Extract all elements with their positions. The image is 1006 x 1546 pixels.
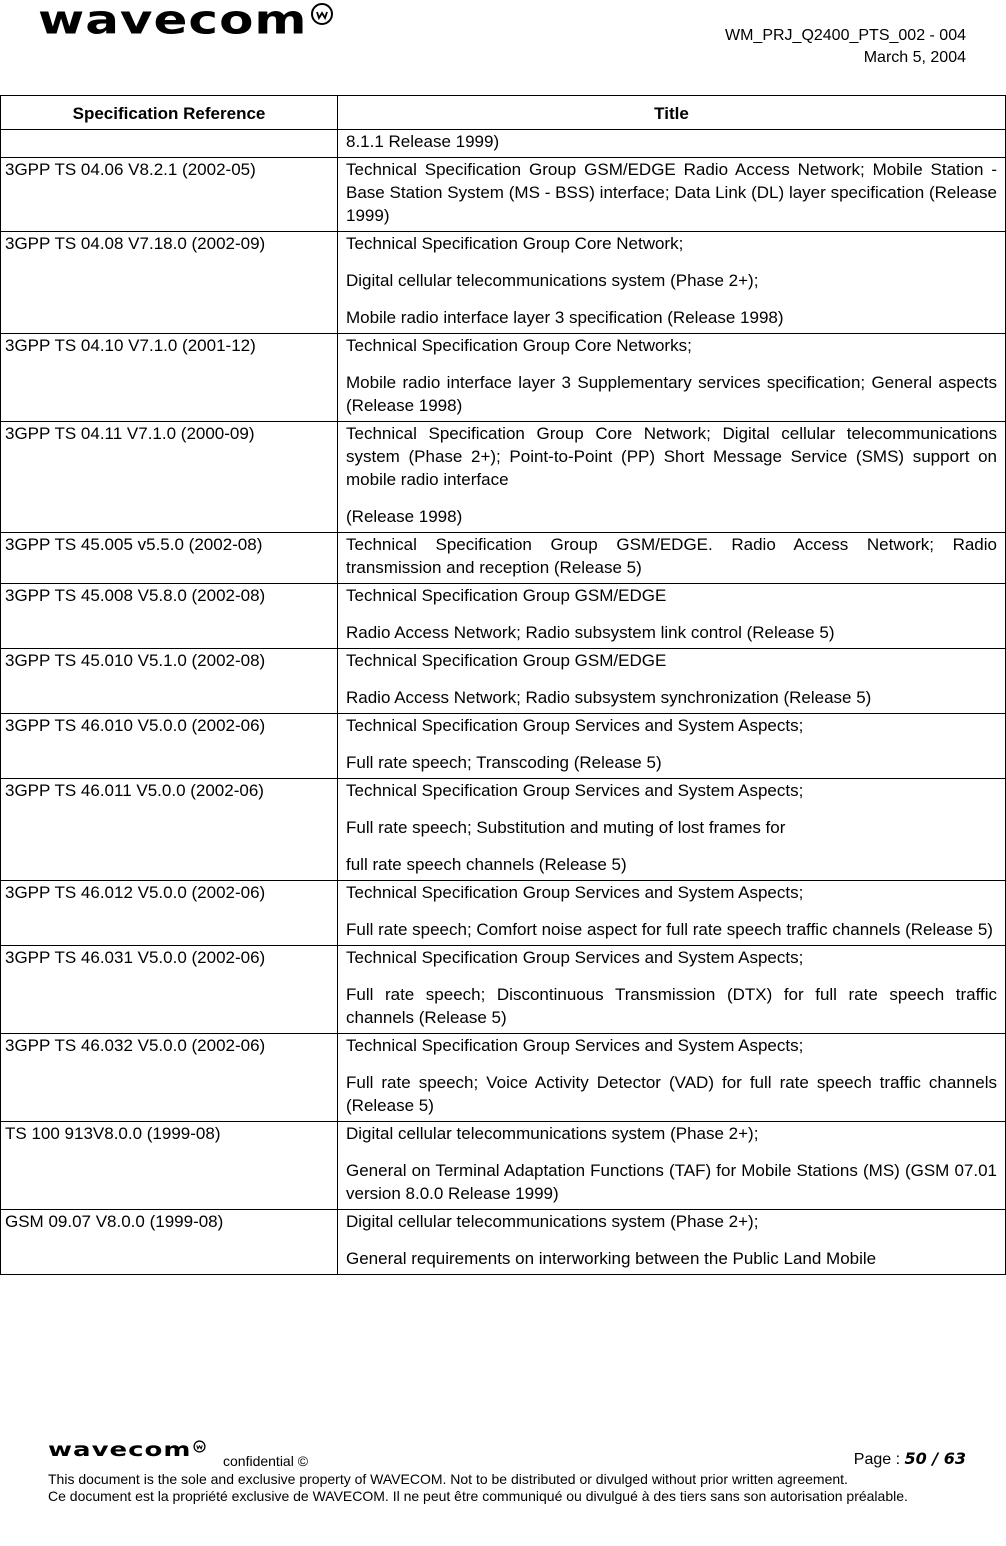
title-line: General requirements on interworking between the Public Land Mobile [346, 1249, 877, 1268]
spec-title [338, 714, 1006, 779]
title-line: Technical Specification Group GSM/EDGE [346, 586, 667, 605]
spec-title [338, 422, 1006, 533]
title-line: Digital cellular telecommunications system (Phase 2+); [346, 271, 759, 290]
title-line: Technical Specification Group Services and System Aspects; [346, 716, 804, 735]
title-line: Technical Specification Group Services and System Aspects; [346, 1036, 804, 1055]
table-row [1, 1122, 1006, 1210]
document-date: March 5, 2004 [863, 49, 966, 66]
table-row [1, 422, 1006, 533]
spec-title [338, 1210, 1006, 1275]
page-indicator [854, 1449, 966, 1469]
spec-reference: 3GPP TS 46.012 V5.0.0 (2002-06) [1, 881, 338, 946]
table-row [1, 1034, 1006, 1122]
wavecom-logo [38, 0, 334, 50]
title-line: Digital cellular telecommunications system (Phase 2+); [346, 1124, 759, 1143]
page-number: 50 / 63 [904, 1449, 966, 1468]
spec-reference: 3GPP TS 45.008 V5.8.0 (2002-08) [1, 584, 338, 649]
footer-logo-wordmark: wavecom [48, 1438, 192, 1461]
spec-reference [1, 130, 338, 158]
document-id: WM_PRJ_Q2400_PTS_002 - 004 [724, 27, 966, 44]
footer-wavecom-logo [48, 1440, 206, 1466]
spec-reference: GSM 09.07 V8.0.0 (1999-08) [1, 1210, 338, 1275]
spec-reference: 3GPP TS 04.08 V7.18.0 (2002-09) [1, 232, 338, 334]
confidential-label: confidential © [223, 1453, 309, 1469]
spec-title [338, 779, 1006, 881]
specification-table [0, 95, 1006, 1275]
column-header-title: Title [338, 96, 1006, 130]
footer-wireless-logo-icon [193, 1440, 206, 1453]
spec-reference: 3GPP TS 45.010 V5.1.0 (2002-08) [1, 649, 338, 714]
title-line: Full rate speech; Substitution and muting of lost frames for [346, 818, 786, 837]
notice-english: This document is the sole and exclusive property of WAVECOM. Not to be distributed or divulged without prior written agreement. [48, 1471, 848, 1487]
title-line: Radio Access Network; Radio subsystem synchronization (Release 5) [346, 688, 872, 707]
spec-title [338, 946, 1006, 1034]
spec-reference: 3GPP TS 46.031 V5.0.0 (2002-06) [1, 946, 338, 1034]
spec-reference: 3GPP TS 46.010 V5.0.0 (2002-06) [1, 714, 338, 779]
spec-title [338, 334, 1006, 422]
spec-title [338, 130, 1006, 158]
spec-reference: 3GPP TS 45.005 v5.5.0 (2002-08) [1, 533, 338, 584]
table-row [1, 334, 1006, 422]
title-line: Mobile radio interface layer 3 specification (Release 1998) [346, 308, 784, 327]
table-row [1, 714, 1006, 779]
spec-title [338, 533, 1006, 584]
title-line: Technical Specification Group Core Networks; [346, 336, 692, 355]
logo-wordmark: wavecom [38, 0, 308, 44]
spec-title [338, 232, 1006, 334]
title-line: 8.1.1 Release 1999) [346, 132, 500, 151]
spec-title [338, 649, 1006, 714]
page-label-text: Page : [853, 1451, 905, 1468]
table-row [1, 130, 1006, 158]
title-line: Full rate speech; Comfort noise aspect for full rate speech traffic channels (Release 5) [346, 920, 993, 939]
spec-title [338, 158, 1006, 232]
table-row [1, 1210, 1006, 1275]
title-line: Radio Access Network; Radio subsystem link control (Release 5) [346, 623, 835, 642]
title-line: Digital cellular telecommunications system (Phase 2+); [346, 1212, 759, 1231]
spec-title [338, 584, 1006, 649]
table-header-row [1, 96, 1006, 130]
table-row [1, 649, 1006, 714]
spec-reference: 3GPP TS 04.10 V7.1.0 (2001-12) [1, 334, 338, 422]
spec-title [338, 1034, 1006, 1122]
table-row [1, 881, 1006, 946]
spec-reference: TS 100 913V8.0.0 (1999-08) [1, 1122, 338, 1210]
spec-reference: 3GPP TS 04.06 V8.2.1 (2002-05) [1, 158, 338, 232]
title-line: Technical Specification Group GSM/EDGE [346, 651, 667, 670]
spec-reference: 3GPP TS 46.032 V5.0.0 (2002-06) [1, 1034, 338, 1122]
title-line: Technical Specification Group Core Network; Digital cellular telecommunications system (Phase 2+); Point-to-Point (PP) Short Message Service (SMS) support on mobile radio interface [346, 424, 997, 489]
spec-title [338, 1122, 1006, 1210]
title-line: (Release 1998) [346, 507, 463, 526]
notice-french: Ce document est la propriété exclusive de WAVECOM. Il ne peut être communiqué ou divulgué à des tiers sans son autorisation préalable. [48, 1488, 908, 1504]
column-header-reference: Specification Reference [1, 96, 338, 130]
title-line: Full rate speech; Discontinuous Transmission (DTX) for full rate speech traffic channels (Release 5) [346, 985, 997, 1027]
table-row [1, 779, 1006, 881]
table-row [1, 584, 1006, 649]
title-line: Technical Specification Group Services and System Aspects; [346, 883, 804, 902]
table-row [1, 158, 1006, 232]
table-row [1, 232, 1006, 334]
spec-reference: 3GPP TS 46.011 V5.0.0 (2002-06) [1, 779, 338, 881]
confidentiality-notice [48, 1471, 966, 1505]
title-line: full rate speech channels (Release 5) [346, 855, 627, 874]
title-line: Technical Specification Group Services and System Aspects; [346, 948, 804, 967]
title-line: Technical Specification Group GSM/EDGE Radio Access Network; Mobile Station - Base Station System (MS - BSS) interface; Data Link (DL) layer specification (Release 1999) [346, 160, 997, 225]
title-line: General on Terminal Adaptation Functions (TAF) for Mobile Stations (MS) (GSM 07.01 version 8.0.0 Release 1999) [346, 1161, 997, 1203]
title-line: Full rate speech; Voice Activity Detector (VAD) for full rate speech traffic channels (Release 5) [346, 1073, 997, 1115]
spec-reference: 3GPP TS 04.11 V7.1.0 (2000-09) [1, 422, 338, 533]
title-line: Full rate speech; Transcoding (Release 5) [346, 753, 662, 772]
document-reference [725, 25, 966, 69]
table-row [1, 533, 1006, 584]
title-line: Mobile radio interface layer 3 Supplementary services specification; General aspects (Release 1998) [346, 373, 997, 415]
table-row [1, 946, 1006, 1034]
spec-title [338, 881, 1006, 946]
title-line: Technical Specification Group Core Network; [346, 234, 684, 253]
wireless-logo-icon [310, 2, 334, 26]
title-line: Technical Specification Group Services and System Aspects; [346, 781, 804, 800]
title-line: Technical Specification Group GSM/EDGE. Radio Access Network; Radio transmission and reception (Release 5) [346, 535, 997, 577]
